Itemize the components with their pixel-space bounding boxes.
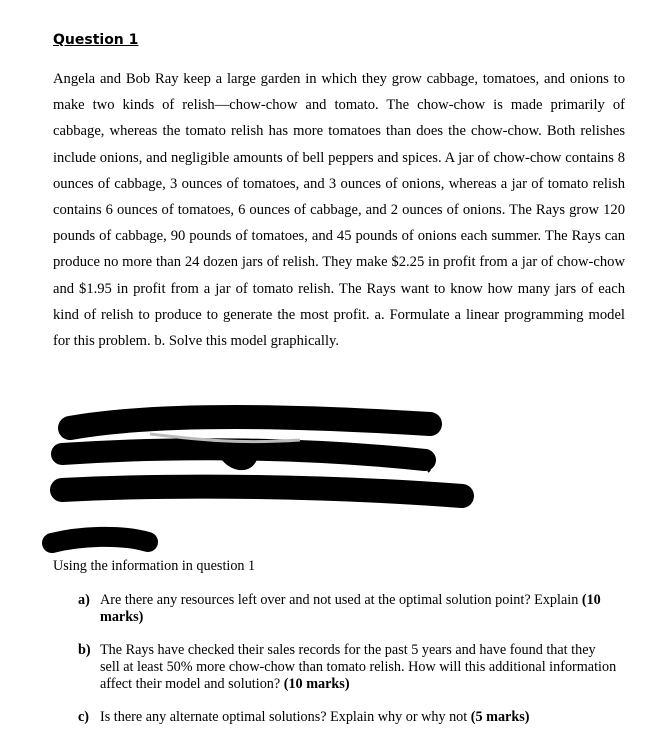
question-paragraph: Angela and Bob Ray keep a large garden in which they grow cabbage, tomatoes, and onions to make two kinds of relish—chow-chow and tomato. The chow-chow is made primarily of cabbage, whereas the tomato relish has more tomatoes than does the chow-chow. Both relishes include onions, and negligible amounts of bell peppers and spices. A jar of chow-chow contains 8 ounces of cabbage, 3 ounces of tomatoes, and 3 ounces of onions, whereas a jar of tomato relish contains 6 ounces of tomatoes, 6 ounces of cabbage, and 2 ounces of onions. The Rays grow 120 pounds of cabbage, 90 pounds of tomatoes, and 45 pounds of onions each summer. The Rays can produce no more than 24 dozen jars of relish. They make $2.25 in profit from a jar of chow-chow and $1.95 in profit from a jar of tomato relish. The Rays want to know how many jars of each kind of relish to produce to generate the most profit. a. Formulate a linear programming model for this problem. b. Solve this model graphically. (53, 71, 625, 350)
question-text: Are there any resources left over and not used at the optimal solution point? Explain (100, 592, 582, 608)
question-heading: Question 1 (53, 32, 139, 48)
question-marks: (10 marks) (283, 676, 350, 692)
question-marks: (10 marks) (100, 592, 601, 625)
followup-question-b (78, 642, 618, 693)
followup-intro: Using the information in question 1 (53, 558, 256, 574)
question-letter: a) (78, 592, 90, 608)
followup-question-c (78, 709, 618, 726)
question-text: Is there any alternate optimal solutions? Explain why or why not (100, 709, 471, 725)
question-text: The Rays have checked their sales records for the past 5 years and have found that they sell at least 50% more chow-chow than tomato relish. How will this additional information affect their model and solution? (100, 642, 617, 692)
followup-question-list (78, 592, 618, 742)
followup-question-a (78, 592, 618, 626)
question-letter: b) (78, 642, 91, 658)
question-letter: c) (78, 709, 90, 725)
question-marks: (5 marks) (470, 709, 530, 725)
